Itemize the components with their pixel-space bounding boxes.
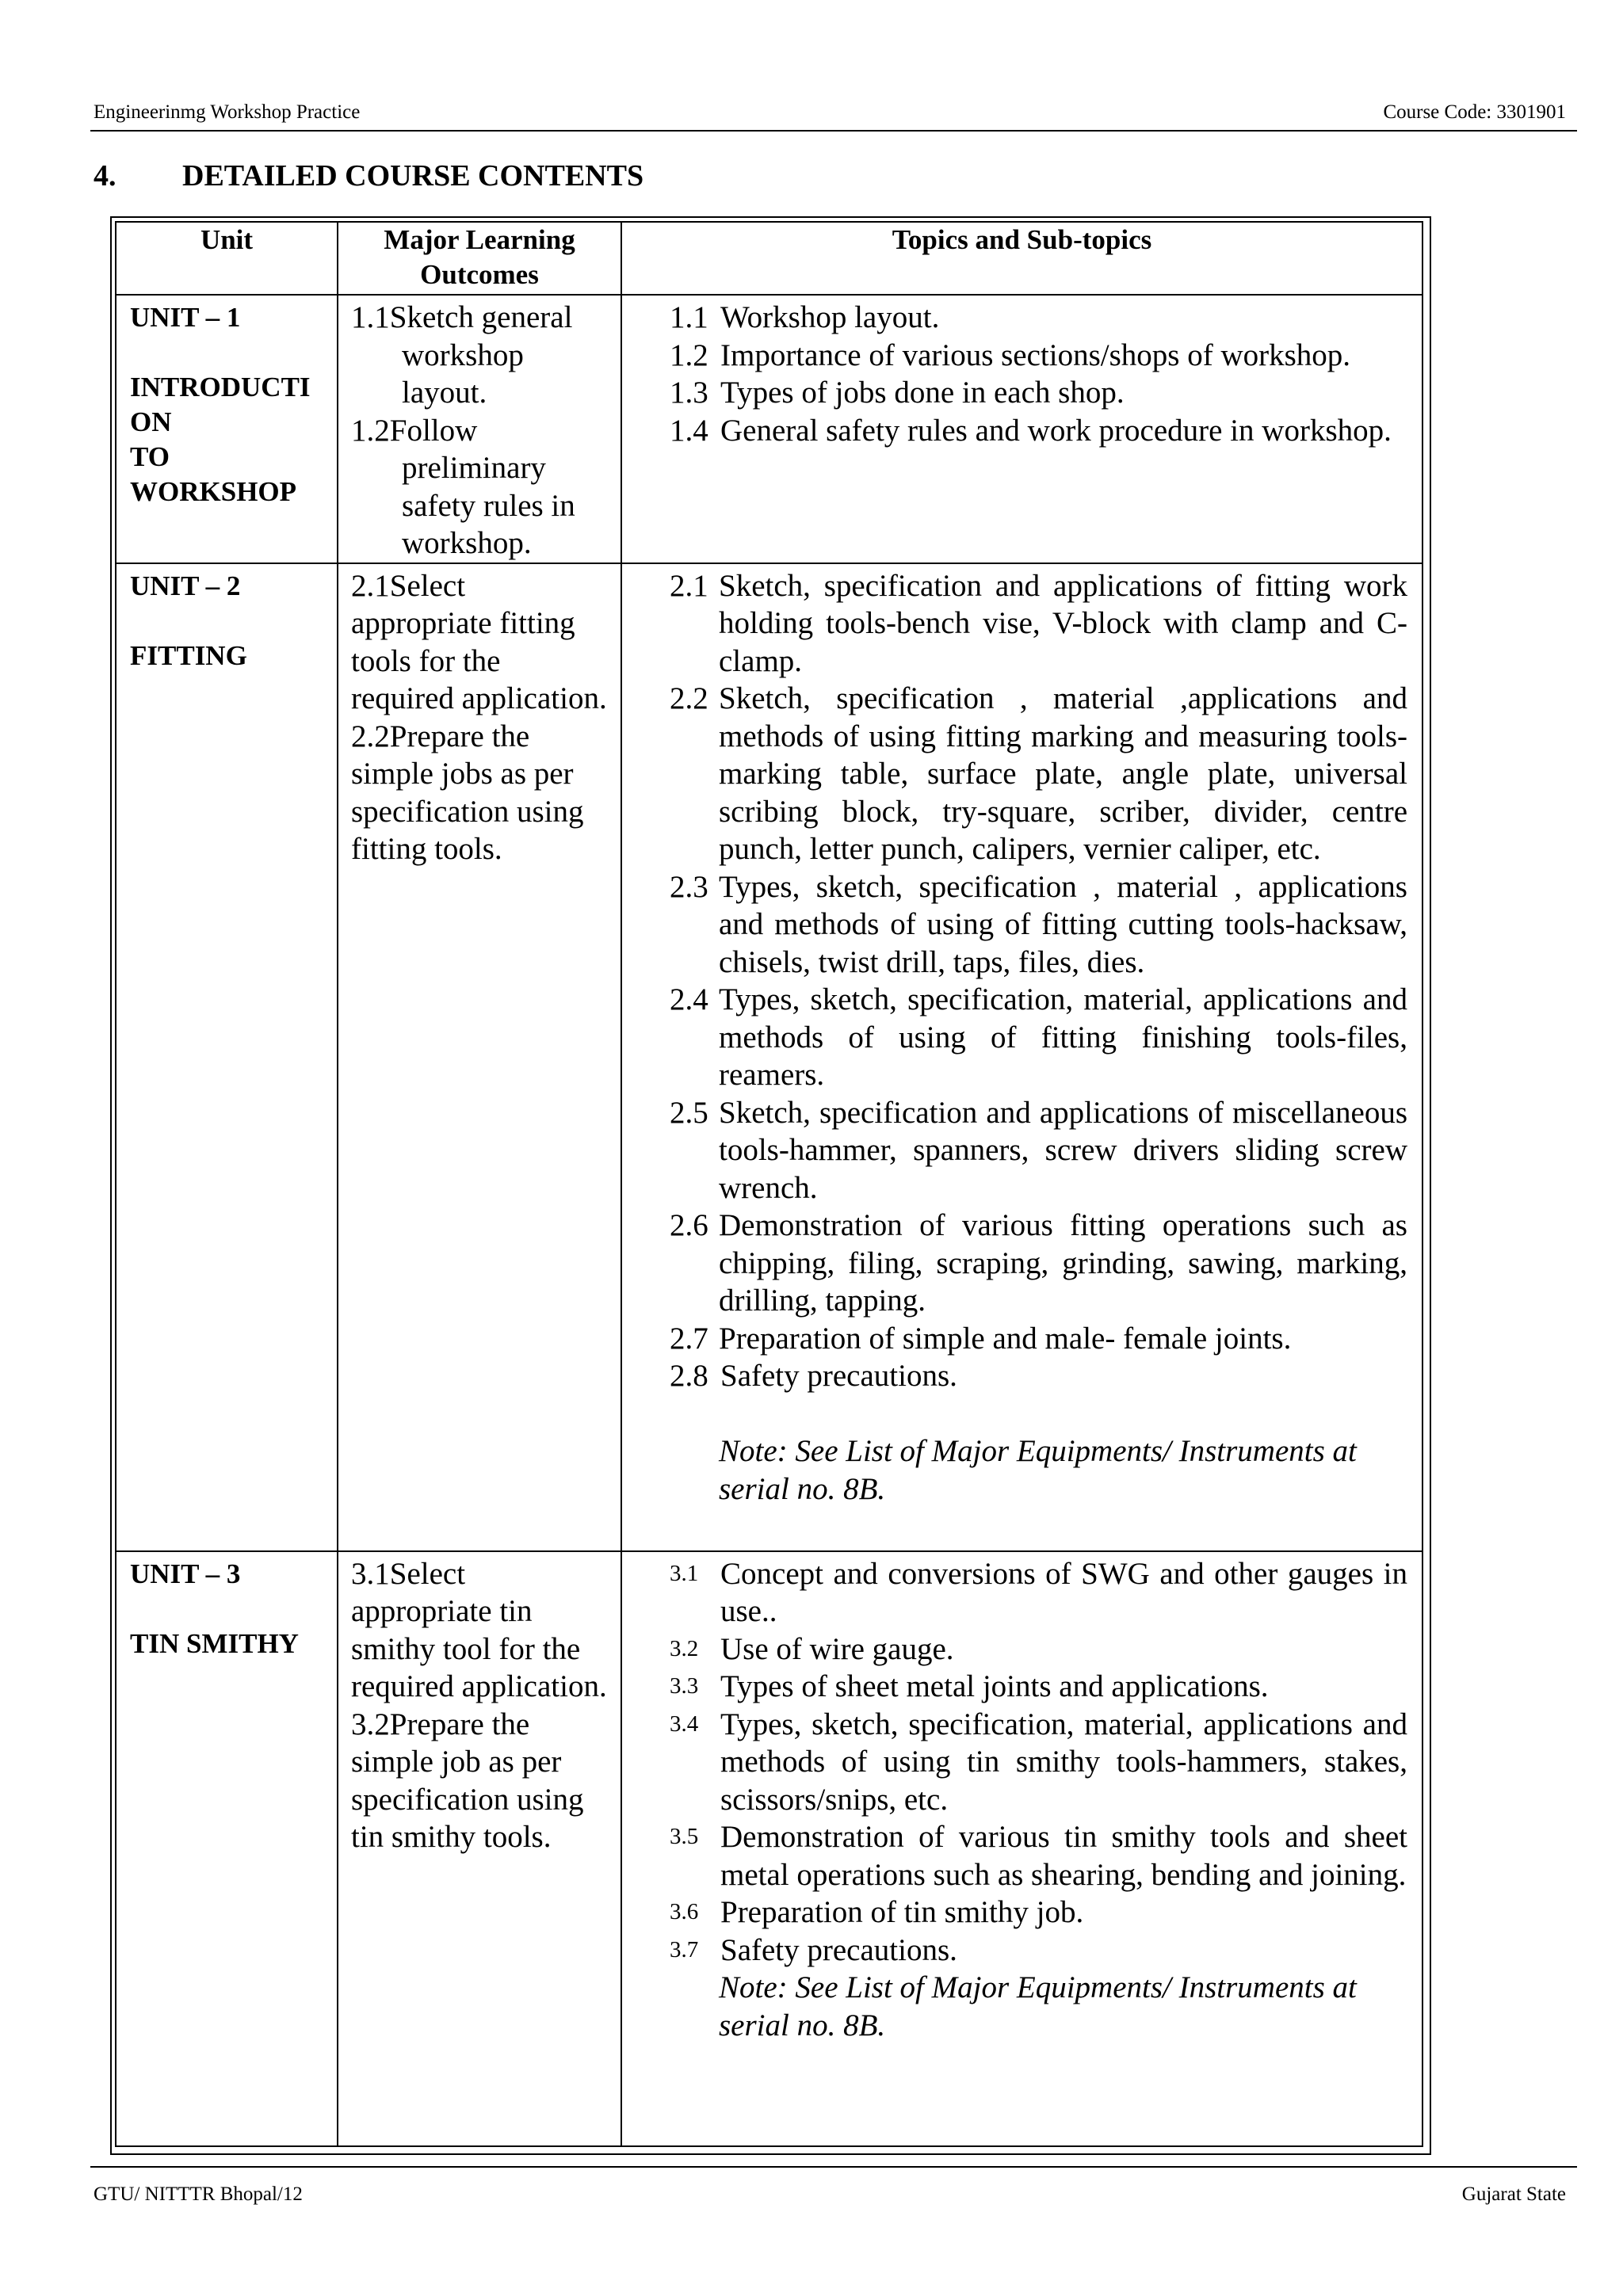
topic-item bbox=[670, 1207, 1407, 1320]
topics-cell bbox=[621, 563, 1423, 1551]
outcome-text: Select appropriate tin smithy tool for the required application. bbox=[351, 1556, 607, 1703]
topic-text: Types of sheet metal joints and applications. bbox=[720, 1669, 1269, 1703]
topic-item bbox=[670, 299, 1407, 337]
unit-label: UNIT – 2 bbox=[130, 570, 241, 601]
spacer bbox=[670, 1395, 1407, 1433]
topic-number: 2.7 bbox=[670, 1321, 708, 1356]
table-row bbox=[116, 295, 1423, 563]
section-title: DETAILED COURSE CONTENTS bbox=[182, 159, 644, 193]
topic-item bbox=[670, 1630, 1407, 1669]
topic-text: Types of jobs done in each shop. bbox=[720, 376, 1125, 410]
unit-title bbox=[130, 370, 337, 509]
outcome-item bbox=[351, 718, 611, 868]
topic-text: Safety precautions. bbox=[720, 1932, 957, 1967]
topic-item bbox=[670, 1818, 1407, 1894]
header-outcomes: Major Learning Outcomes bbox=[338, 222, 621, 295]
topic-number: 2.4 bbox=[670, 982, 708, 1016]
topic-item bbox=[670, 868, 1407, 982]
course-contents-table bbox=[115, 221, 1423, 2147]
unit-cell bbox=[116, 295, 338, 563]
topic-item bbox=[670, 412, 1407, 450]
table-row bbox=[116, 563, 1423, 1551]
topic-item bbox=[670, 1320, 1407, 1358]
topic-number: 3.6 bbox=[670, 1899, 699, 1924]
section-number: 4. bbox=[94, 159, 116, 193]
topic-number: 3.1 bbox=[670, 1560, 699, 1586]
unit-title-line: TIN SMITHY bbox=[130, 1627, 299, 1659]
topic-item bbox=[670, 337, 1407, 375]
topic-text: Types, sketch, specification, material, applications and methods of using tin smithy tools-hammers, stakes, scissors/snips, etc. bbox=[720, 1707, 1407, 1817]
topic-text: Types, sketch, specification , material , applications and methods of using of fitting cutting tools-hacksaw, chisels, twist drill, taps, files, dies. bbox=[719, 869, 1407, 979]
unit-label: UNIT – 1 bbox=[130, 302, 241, 333]
topic-number: 3.3 bbox=[670, 1673, 699, 1699]
unit-title bbox=[130, 639, 337, 673]
unit-title-line: FITTING bbox=[130, 639, 247, 671]
outcome-item bbox=[351, 299, 611, 412]
topic-number: 2.1 bbox=[670, 568, 708, 603]
section-heading bbox=[94, 158, 643, 193]
topic-number: 2.5 bbox=[670, 1095, 708, 1130]
outcome-item bbox=[351, 1555, 611, 1706]
table-row bbox=[116, 1551, 1423, 2147]
topic-item bbox=[670, 1555, 1407, 1630]
topic-text: Preparation of tin smithy job. bbox=[720, 1895, 1084, 1929]
header-topics: Topics and Sub-topics bbox=[621, 222, 1423, 295]
topic-number: 1.4 bbox=[670, 413, 708, 448]
equipment-note: Note: See List of Major Equipments/ Instruments at serial no. 8B. bbox=[719, 1970, 1357, 2042]
footer-state: Gujarat State bbox=[1461, 2183, 1566, 2205]
topic-item bbox=[670, 981, 1407, 1094]
outcome-text: Prepare the simple jobs as per specification using fitting tools. bbox=[351, 719, 584, 866]
topic-item bbox=[670, 374, 1407, 412]
outcome-text: Follow preliminary safety rules in workshop. bbox=[389, 413, 575, 560]
topic-item bbox=[670, 1668, 1407, 1706]
topic-item bbox=[670, 1357, 1407, 1395]
topic-number: 3.4 bbox=[670, 1711, 699, 1737]
topics-cell bbox=[621, 1551, 1423, 2147]
topic-item bbox=[670, 567, 1407, 681]
outcome-text: Prepare the simple job as per specification using tin smithy tools. bbox=[351, 1707, 584, 1854]
unit-title-line: WORKSHOP bbox=[130, 476, 297, 507]
topic-number: 3.5 bbox=[670, 1824, 699, 1849]
topic-text: Demonstration of various tin smithy tools and sheet metal operations such as shearing, bending and joining. bbox=[720, 1820, 1407, 1892]
unit-title-line: TO bbox=[130, 441, 170, 472]
header-divider bbox=[90, 130, 1577, 132]
outcome-number: 2.1 bbox=[351, 568, 390, 603]
outcome-number: 2.2 bbox=[351, 719, 390, 753]
header-unit: Unit bbox=[116, 222, 338, 295]
topic-text: Demonstration of various fitting operations such as chipping, filing, scraping, grinding, sawing, marking, drilling, tapping. bbox=[719, 1208, 1407, 1318]
outcome-number: 1.1 bbox=[351, 300, 390, 334]
topics-cell bbox=[621, 295, 1423, 563]
outcomes-cell bbox=[338, 1551, 621, 2147]
topic-item bbox=[670, 1932, 1407, 1970]
unit-title-line: INTRODUCTI bbox=[130, 372, 311, 402]
topic-number: 1.1 bbox=[670, 300, 708, 334]
unit-label: UNIT – 3 bbox=[130, 1558, 241, 1589]
topic-item bbox=[670, 680, 1407, 868]
header-course-title: Engineerinmg Workshop Practice bbox=[94, 101, 361, 123]
topic-text: Sketch, specification and applications of fitting work holding tools-bench vise, V-block with clamp and C-clamp. bbox=[719, 568, 1407, 678]
outcome-number: 3.1 bbox=[351, 1556, 390, 1591]
topic-number: 1.2 bbox=[670, 338, 708, 372]
unit-title bbox=[130, 1627, 337, 1661]
outcome-item bbox=[351, 1706, 611, 1856]
topic-text: Concept and conversions of SWG and other gauges in use.. bbox=[720, 1556, 1407, 1628]
topic-item bbox=[670, 1706, 1407, 1819]
topic-text: Preparation of simple and male- female joints. bbox=[719, 1321, 1292, 1356]
table-header-row bbox=[116, 222, 1423, 295]
topic-item bbox=[670, 1094, 1407, 1207]
outcome-text: Select appropriate fitting tools for the required application. bbox=[351, 568, 607, 715]
topic-number: 2.8 bbox=[670, 1359, 708, 1393]
unit-cell bbox=[116, 1551, 338, 2147]
equipment-note: Note: See List of Major Equipments/ Instruments at serial no. 8B. bbox=[719, 1434, 1357, 1506]
topic-number: 1.3 bbox=[670, 376, 708, 410]
unit-title-line: ON bbox=[130, 406, 172, 437]
topic-number: 3.7 bbox=[670, 1936, 699, 1962]
unit-cell bbox=[116, 563, 338, 1551]
topic-number: 2.6 bbox=[670, 1208, 708, 1242]
topic-number: 2.3 bbox=[670, 869, 708, 904]
topic-text: General safety rules and work procedure in workshop. bbox=[720, 413, 1392, 448]
topic-text: Sketch, specification , material ,applications and methods of using fitting marking and measuring tools-marking table, surface plate, angle plate, universal scribing block, try-square, scriber, divider, centre punch, letter punch, calipers, vernier caliper, etc. bbox=[719, 681, 1407, 866]
topic-text: Safety precautions. bbox=[720, 1359, 957, 1393]
topic-text: Workshop layout. bbox=[720, 300, 940, 334]
topic-number: 2.2 bbox=[670, 681, 708, 715]
topic-text: Use of wire gauge. bbox=[720, 1631, 954, 1666]
outcome-text: Sketch general workshop layout. bbox=[389, 300, 573, 410]
outcome-number: 1.2 bbox=[351, 413, 390, 448]
footer-divider bbox=[90, 2166, 1577, 2168]
outcomes-cell bbox=[338, 563, 621, 1551]
outcomes-cell bbox=[338, 295, 621, 563]
topic-item bbox=[670, 1894, 1407, 1932]
topic-text: Types, sketch, specification, material, applications and methods of using of fitting finishing tools-files, reamers. bbox=[719, 982, 1407, 1092]
outcome-number: 3.2 bbox=[351, 1707, 390, 1741]
topic-number: 3.2 bbox=[670, 1635, 699, 1661]
outcome-item bbox=[351, 412, 611, 563]
footer-institution: GTU/ NITTTR Bhopal/12 bbox=[94, 2183, 303, 2205]
topic-text: Importance of various sections/shops of workshop. bbox=[720, 338, 1351, 372]
outcome-item bbox=[351, 567, 611, 718]
topic-text: Sketch, specification and applications of miscellaneous tools-hammer, spanners, screw drivers sliding screw wrench. bbox=[719, 1095, 1407, 1205]
header-course-code: Course Code: 3301901 bbox=[1383, 101, 1566, 123]
